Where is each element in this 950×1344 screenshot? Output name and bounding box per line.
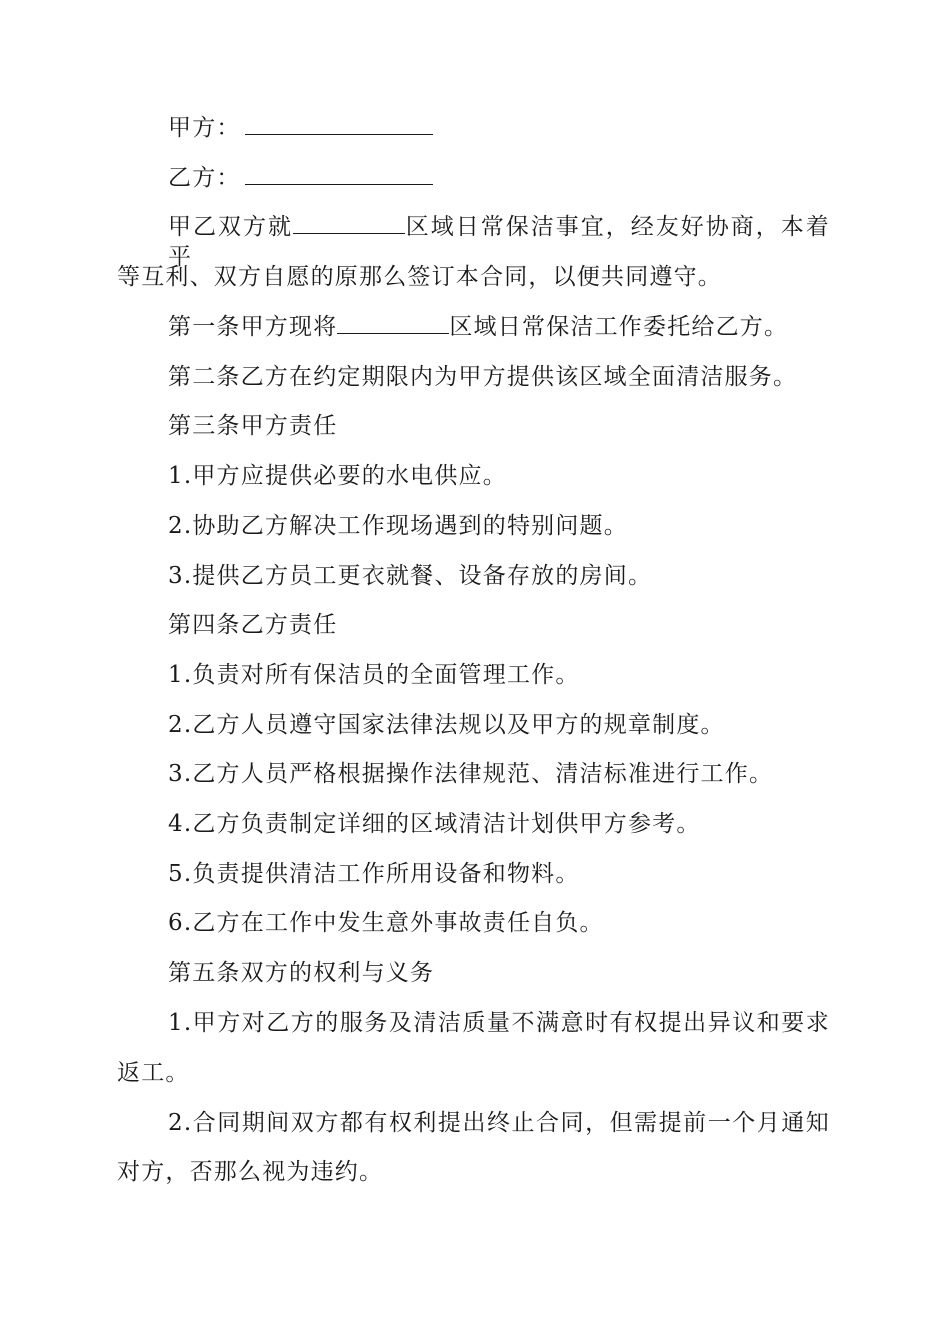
- article-4-item: 1.负责对所有保洁员的全面管理工作。: [168, 662, 580, 688]
- article-1-post: 区域日常保洁工作委托给乙方。: [449, 314, 789, 340]
- article-4-item: 2.乙方人员遵守国家法律法规以及甲方的规章制度。: [168, 712, 725, 738]
- article-3-title: 第三条甲方责任: [168, 413, 338, 439]
- article-4-item: 5.负责提供清洁工作所用设备和物料。: [168, 861, 580, 887]
- article-1-area-blank: [337, 313, 449, 334]
- party-a-blank: [245, 114, 433, 135]
- party-b-label: 乙方：: [168, 165, 241, 191]
- party-b-line: [168, 163, 433, 193]
- article-5-item-1-line-1: 1.甲方对乙方的服务及清洁质量不满意时有权提出异议和要求: [168, 1010, 830, 1036]
- article-1-pre: 第一条甲方现将: [168, 314, 338, 340]
- article-5-title: 第五条双方的权利与义务: [168, 960, 435, 986]
- party-a-line: [168, 113, 433, 143]
- article-5-item-2-line-2: 对方，否那么视为违约。: [117, 1159, 384, 1185]
- article-4-item: 6.乙方在工作中发生意外事故责任自负。: [168, 910, 604, 936]
- article-3-item: 3.提供乙方员工更衣就餐、设备存放的房间。: [168, 563, 653, 589]
- intro-post: 区域日常保洁事宜，经友好协商，本着平: [168, 214, 830, 270]
- article-3-item: 1.甲方应提供必要的水电供应。: [168, 463, 507, 489]
- article-5-item-2-line-1: 2.合同期间双方都有权利提出终止合同，但需提前一个月通知: [168, 1110, 830, 1136]
- article-4-item: 4.乙方负责制定详细的区域清洁计划供甲方参考。: [168, 811, 701, 837]
- intro-area-blank: [293, 213, 405, 234]
- article-4-item: 3.乙方人员严格根据操作法律规范、清洁标准进行工作。: [168, 761, 774, 787]
- party-a-label: 甲方：: [168, 115, 241, 141]
- intro-line-2: 等互利、双方自愿的原那么签订本合同，以便共同遵守。: [117, 264, 722, 290]
- article-2: 第二条乙方在约定期限内为甲方提供该区域全面清洁服务。: [168, 364, 798, 390]
- article-5-item-1-line-2: 返工。: [117, 1060, 190, 1086]
- article-1: [168, 312, 788, 342]
- article-3-item: 2.协助乙方解决工作现场遇到的特别问题。: [168, 513, 628, 539]
- intro-pre: 甲乙双方就: [168, 214, 293, 240]
- article-4-title: 第四条乙方责任: [168, 612, 338, 638]
- party-b-blank: [245, 164, 433, 185]
